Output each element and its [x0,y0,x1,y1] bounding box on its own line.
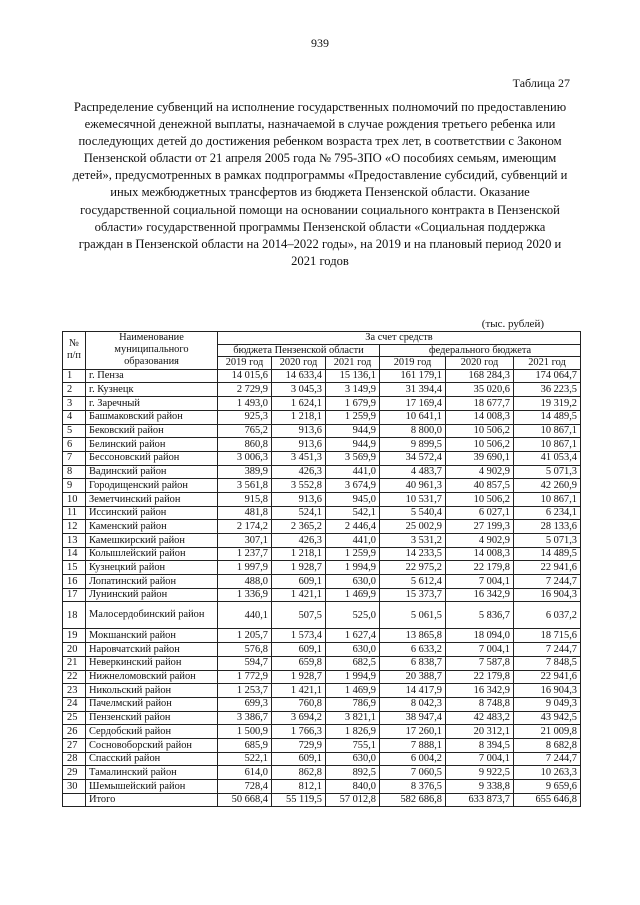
cell-amount: 57 012,8 [326,793,380,807]
cell-amount: 3 552,8 [272,479,326,493]
table-row [63,684,581,698]
cell-amount: 1 627,4 [326,629,380,643]
cell-amount: 16 904,3 [514,684,581,698]
cell-number: 20 [63,643,86,657]
cell-amount: 10 867,1 [514,492,581,506]
cell-amount: 14 489,5 [514,410,581,424]
cell-amount: 426,3 [272,534,326,548]
cell-amount: 168 284,3 [446,369,514,383]
cell-amount: 10 506,2 [446,492,514,506]
cell-municipality: Лопатинский район [86,575,218,589]
cell-amount: 2 729,9 [218,383,272,397]
cell-amount: 22 975,2 [380,561,446,575]
cell-municipality: г. Кузнецк [86,383,218,397]
cell-amount: 5 540,4 [380,506,446,520]
cell-amount: 41 053,4 [514,451,581,465]
cell-amount: 18 677,7 [446,397,514,411]
table-row [63,397,581,411]
cell-amount: 1 766,3 [272,725,326,739]
cell-amount: 25 002,9 [380,520,446,534]
cell-amount: 6 234,1 [514,506,581,520]
cell-amount: 10 506,2 [446,424,514,438]
cell-amount: 609,1 [272,643,326,657]
header-federal: федерального бюджета [380,344,581,357]
table-row [63,451,581,465]
cell-number: 18 [63,602,86,629]
cell-amount: 3 149,9 [326,383,380,397]
cell-amount: 6 037,2 [514,602,581,629]
cell-number: 12 [63,520,86,534]
cell-municipality: Итого [86,793,218,807]
cell-amount: 174 064,7 [514,369,581,383]
cell-amount: 3 451,3 [272,451,326,465]
cell-amount: 16 904,3 [514,588,581,602]
cell-number: 29 [63,766,86,780]
cell-amount: 7 244,7 [514,643,581,657]
header-federal-2019: 2019 год [380,357,446,370]
cell-amount: 525,0 [326,602,380,629]
cell-number: 1 [63,369,86,383]
cell-amount: 34 572,4 [380,451,446,465]
cell-amount: 1 928,7 [272,561,326,575]
cell-municipality: Городищенский район [86,479,218,493]
cell-amount: 7 244,7 [514,752,581,766]
cell-amount: 1 259,9 [326,547,380,561]
cell-amount: 7 004,1 [446,643,514,657]
cell-amount: 39 690,1 [446,451,514,465]
cell-municipality: Кузнецкий район [86,561,218,575]
cell-amount: 22 179,8 [446,670,514,684]
cell-amount: 1 421,1 [272,684,326,698]
table-row [63,697,581,711]
cell-amount: 1 259,9 [326,410,380,424]
cell-amount: 913,6 [272,438,326,452]
cell-amount: 426,3 [272,465,326,479]
cell-amount: 1 994,9 [326,670,380,684]
cell-amount: 9 049,3 [514,697,581,711]
cell-number: 7 [63,451,86,465]
cell-amount: 3 561,8 [218,479,272,493]
header-regional: бюджета Пензенской области [218,344,380,357]
header-funds: За счет средств [218,332,581,345]
cell-number: 23 [63,684,86,698]
cell-amount: 9 338,8 [446,780,514,794]
cell-amount: 7 004,1 [446,752,514,766]
cell-amount: 8 042,3 [380,697,446,711]
cell-amount: 9 899,5 [380,438,446,452]
cell-amount: 3 821,1 [326,711,380,725]
cell-municipality: Камешкирский район [86,534,218,548]
cell-municipality: Сердобский район [86,725,218,739]
cell-amount: 10 867,1 [514,424,581,438]
cell-amount: 4 483,7 [380,465,446,479]
table-label: Таблица 27 [512,76,570,90]
cell-number: 21 [63,656,86,670]
cell-number: 19 [63,629,86,643]
cell-amount: 3 694,2 [272,711,326,725]
cell-municipality: Башмаковский район [86,410,218,424]
cell-amount: 5 071,3 [514,465,581,479]
cell-amount: 1 469,9 [326,588,380,602]
cell-amount: 18 094,0 [446,629,514,643]
cell-number: 16 [63,575,86,589]
cell-amount: 28 133,6 [514,520,581,534]
cell-amount: 7 004,1 [446,575,514,589]
cell-amount: 10 263,3 [514,766,581,780]
cell-municipality: Пачелмский район [86,697,218,711]
cell-municipality: Белинский район [86,438,218,452]
table-row [63,369,581,383]
cell-amount: 915,8 [218,492,272,506]
header-federal-2021: 2021 год [514,357,581,370]
cell-amount: 42 260,9 [514,479,581,493]
cell-amount: 576,8 [218,643,272,657]
table-row [63,465,581,479]
table-row [63,752,581,766]
table-row [63,424,581,438]
cell-amount: 765,2 [218,424,272,438]
cell-amount: 609,1 [272,752,326,766]
cell-amount: 307,1 [218,534,272,548]
cell-amount: 944,9 [326,438,380,452]
cell-amount: 14 233,5 [380,547,446,561]
cell-municipality: Лунинский район [86,588,218,602]
cell-amount: 40 857,5 [446,479,514,493]
cell-number: 22 [63,670,86,684]
cell-number: 24 [63,697,86,711]
cell-number: 30 [63,780,86,794]
cell-amount: 8 800,0 [380,424,446,438]
cell-amount: 1 421,1 [272,588,326,602]
cell-amount: 1 928,7 [272,670,326,684]
cell-amount: 35 020,6 [446,383,514,397]
cell-amount: 1 253,7 [218,684,272,698]
cell-amount: 14 417,9 [380,684,446,698]
units-label: (тыс. рублей) [481,318,544,330]
cell-amount: 19 319,2 [514,397,581,411]
cell-amount: 1 679,9 [326,397,380,411]
cell-amount: 2 365,2 [272,520,326,534]
table-row [63,520,581,534]
cell-amount: 14 489,5 [514,547,581,561]
table-row [63,643,581,657]
cell-amount: 1 205,7 [218,629,272,643]
cell-amount: 14 015,6 [218,369,272,383]
cell-amount: 655 646,8 [514,793,581,807]
cell-amount: 18 715,6 [514,629,581,643]
cell-amount: 699,3 [218,697,272,711]
cell-amount: 728,4 [218,780,272,794]
cell-amount: 5 071,3 [514,534,581,548]
cell-number: 4 [63,410,86,424]
cell-amount: 7 888,1 [380,738,446,752]
cell-amount: 945,0 [326,492,380,506]
total-row [63,793,581,807]
cell-amount: 2 446,4 [326,520,380,534]
cell-amount: 1 500,9 [218,725,272,739]
cell-amount: 7 244,7 [514,575,581,589]
cell-amount: 441,0 [326,465,380,479]
cell-municipality: Пензенский район [86,711,218,725]
cell-amount: 5 612,4 [380,575,446,589]
cell-amount: 440,1 [218,602,272,629]
cell-municipality: Шемышейский район [86,780,218,794]
table-row [63,410,581,424]
cell-amount: 441,0 [326,534,380,548]
cell-amount: 524,1 [272,506,326,520]
cell-amount: 8 748,8 [446,697,514,711]
cell-amount: 21 009,8 [514,725,581,739]
cell-amount: 7 848,5 [514,656,581,670]
cell-municipality: Колышлейский район [86,547,218,561]
cell-municipality: Тамалинский район [86,766,218,780]
cell-number: 10 [63,492,86,506]
cell-number: 28 [63,752,86,766]
cell-amount: 1 624,1 [272,397,326,411]
cell-amount: 20 312,1 [446,725,514,739]
cell-amount: 1 573,4 [272,629,326,643]
cell-amount: 10 641,1 [380,410,446,424]
cell-amount: 892,5 [326,766,380,780]
header-regional-2020: 2020 год [272,357,326,370]
cell-amount: 15 136,1 [326,369,380,383]
cell-amount: 594,7 [218,656,272,670]
cell-amount: 760,8 [272,697,326,711]
cell-amount: 16 342,9 [446,588,514,602]
table-row [63,588,581,602]
header-num: № п/п [63,332,86,370]
cell-number [63,793,86,807]
table-row [63,738,581,752]
cell-amount: 1 772,9 [218,670,272,684]
table-row [63,438,581,452]
cell-number: 17 [63,588,86,602]
cell-amount: 488,0 [218,575,272,589]
cell-amount: 3 006,3 [218,451,272,465]
subvention-table [62,331,581,807]
table-row [63,725,581,739]
cell-amount: 3 674,9 [326,479,380,493]
cell-amount: 6 004,2 [380,752,446,766]
cell-amount: 13 865,8 [380,629,446,643]
cell-amount: 840,0 [326,780,380,794]
cell-amount: 20 388,7 [380,670,446,684]
cell-amount: 9 659,6 [514,780,581,794]
cell-amount: 913,6 [272,492,326,506]
cell-amount: 15 373,7 [380,588,446,602]
cell-amount: 8 682,8 [514,738,581,752]
cell-amount: 5 836,7 [446,602,514,629]
cell-number: 9 [63,479,86,493]
cell-amount: 3 386,7 [218,711,272,725]
cell-amount: 6 838,7 [380,656,446,670]
cell-amount: 50 668,4 [218,793,272,807]
cell-amount: 8 394,5 [446,738,514,752]
cell-amount: 55 119,5 [272,793,326,807]
cell-amount: 630,0 [326,752,380,766]
table-row [63,629,581,643]
cell-amount: 14 633,4 [272,369,326,383]
cell-amount: 22 941,6 [514,561,581,575]
cell-amount: 1 336,9 [218,588,272,602]
cell-amount: 582 686,8 [380,793,446,807]
header-regional-2021: 2021 год [326,357,380,370]
cell-amount: 542,1 [326,506,380,520]
table-row [63,383,581,397]
page-number: 939 [311,36,329,50]
cell-amount: 862,8 [272,766,326,780]
cell-amount: 1 469,9 [326,684,380,698]
cell-municipality: Земетчинский район [86,492,218,506]
cell-number: 11 [63,506,86,520]
cell-amount: 31 394,4 [380,383,446,397]
cell-amount: 38 947,4 [380,711,446,725]
cell-number: 8 [63,465,86,479]
cell-municipality: Спасский район [86,752,218,766]
cell-amount: 1 826,9 [326,725,380,739]
cell-amount: 3 531,2 [380,534,446,548]
cell-municipality: Иссинский район [86,506,218,520]
cell-amount: 22 941,6 [514,670,581,684]
document-title: Распределение субвенций на исполнение государственных полномочий по предоставлению ежемесячной денежной выплаты, назначаемой в случае рождения третьего ребенка или последующих детей до достижения ребенком возраста трех лет, в соответствии с Законом Пензенской области от 21 апреля 2005 года № 795-ЗПО «О пособиях семьям, имеющим детей», предусмотренных в рамках подпрограммы «Предоставление субсидий, субвенций и иных межбюджетных трансфертов из бюджета Пензенской области. Оказание государственной социальной помощи на основании социального контракта в Пензенской области» государственной программы Пензенской области «Социальная поддержка граждан в Пензенской области на 2014–2022 годы», на 2019 и на плановый период 2020 и 2021 годов [72,100,568,268]
table-row [63,479,581,493]
cell-number: 25 [63,711,86,725]
cell-amount: 630,0 [326,643,380,657]
cell-number: 15 [63,561,86,575]
cell-number: 2 [63,383,86,397]
cell-amount: 10 531,7 [380,492,446,506]
cell-amount: 9 922,5 [446,766,514,780]
cell-amount: 685,9 [218,738,272,752]
cell-municipality: Никольский район [86,684,218,698]
cell-amount: 6 027,1 [446,506,514,520]
cell-amount: 14 008,3 [446,410,514,424]
cell-amount: 1 493,0 [218,397,272,411]
cell-amount: 5 061,5 [380,602,446,629]
table-row [63,602,581,629]
cell-amount: 17 260,1 [380,725,446,739]
cell-amount: 614,0 [218,766,272,780]
header-regional-2019: 2019 год [218,357,272,370]
cell-municipality: Мокшанский район [86,629,218,643]
cell-amount: 10 867,1 [514,438,581,452]
cell-amount: 3 045,3 [272,383,326,397]
cell-amount: 1 218,1 [272,410,326,424]
table-row [63,534,581,548]
cell-amount: 682,5 [326,656,380,670]
table-row [63,561,581,575]
cell-amount: 4 902,9 [446,534,514,548]
cell-amount: 7 587,8 [446,656,514,670]
table-body [63,369,581,807]
cell-municipality: Бековский район [86,424,218,438]
cell-number: 27 [63,738,86,752]
cell-amount: 22 179,8 [446,561,514,575]
table-row [63,656,581,670]
cell-amount: 925,3 [218,410,272,424]
cell-municipality: Наровчатский район [86,643,218,657]
table-row [63,766,581,780]
cell-amount: 944,9 [326,424,380,438]
cell-amount: 1 994,9 [326,561,380,575]
cell-number: 6 [63,438,86,452]
cell-amount: 40 961,3 [380,479,446,493]
table-row [63,492,581,506]
cell-municipality: Каменский район [86,520,218,534]
table-row [63,670,581,684]
cell-amount: 913,6 [272,424,326,438]
cell-amount: 27 199,3 [446,520,514,534]
cell-municipality: г. Пенза [86,369,218,383]
cell-amount: 42 483,2 [446,711,514,725]
cell-number: 3 [63,397,86,411]
cell-amount: 522,1 [218,752,272,766]
cell-amount: 161 179,1 [380,369,446,383]
cell-amount: 755,1 [326,738,380,752]
cell-amount: 2 174,2 [218,520,272,534]
cell-amount: 16 342,9 [446,684,514,698]
cell-amount: 1 218,1 [272,547,326,561]
cell-amount: 786,9 [326,697,380,711]
cell-municipality: Сосновоборский район [86,738,218,752]
cell-amount: 43 942,5 [514,711,581,725]
cell-municipality: Малосердобинский район [86,602,218,629]
table-row [63,711,581,725]
cell-number: 26 [63,725,86,739]
cell-amount: 389,9 [218,465,272,479]
cell-municipality: Вадинский район [86,465,218,479]
table-row [63,780,581,794]
cell-amount: 1 237,7 [218,547,272,561]
table-row [63,547,581,561]
cell-municipality: Бессоновский район [86,451,218,465]
header-name: Наименование муниципального образования [86,332,218,370]
cell-amount: 10 506,2 [446,438,514,452]
cell-municipality: г. Заречный [86,397,218,411]
cell-amount: 7 060,5 [380,766,446,780]
cell-number: 13 [63,534,86,548]
cell-amount: 481,8 [218,506,272,520]
cell-amount: 8 376,5 [380,780,446,794]
cell-municipality: Нижнеломовский район [86,670,218,684]
cell-amount: 3 569,9 [326,451,380,465]
cell-amount: 633 873,7 [446,793,514,807]
cell-amount: 4 902,9 [446,465,514,479]
cell-amount: 1 997,9 [218,561,272,575]
header-federal-2020: 2020 год [446,357,514,370]
cell-number: 14 [63,547,86,561]
cell-amount: 507,5 [272,602,326,629]
cell-amount: 609,1 [272,575,326,589]
cell-amount: 812,1 [272,780,326,794]
cell-municipality: Неверкинский район [86,656,218,670]
table-row [63,575,581,589]
cell-amount: 14 008,3 [446,547,514,561]
cell-amount: 630,0 [326,575,380,589]
cell-number: 5 [63,424,86,438]
cell-amount: 6 633,2 [380,643,446,657]
table-row [63,506,581,520]
cell-amount: 860,8 [218,438,272,452]
cell-amount: 659,8 [272,656,326,670]
cell-amount: 36 223,5 [514,383,581,397]
cell-amount: 17 169,4 [380,397,446,411]
cell-amount: 729,9 [272,738,326,752]
